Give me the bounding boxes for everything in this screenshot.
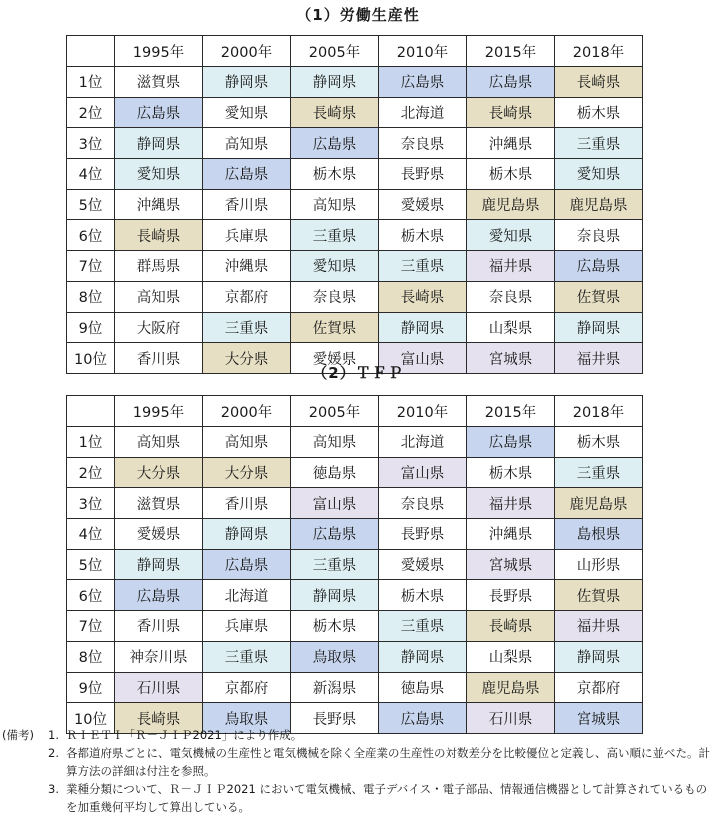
corner-cell [67, 396, 115, 427]
table-row [67, 189, 643, 220]
prefecture-cell: 福井県 [555, 611, 643, 642]
table-row [67, 580, 643, 611]
table-row [67, 519, 643, 550]
prefecture-cell: 富山県 [379, 343, 467, 374]
prefecture-cell: 群馬県 [115, 251, 203, 282]
prefecture-cell: 静岡県 [379, 641, 467, 672]
prefecture-cell: 三重県 [555, 457, 643, 488]
prefecture-cell: 大阪府 [115, 312, 203, 343]
prefecture-cell: 鳥取県 [291, 641, 379, 672]
prefecture-cell: 奈良県 [291, 281, 379, 312]
prefecture-cell: 高知県 [291, 427, 379, 458]
prefecture-cell: 愛知県 [115, 159, 203, 190]
prefecture-cell: 広島県 [115, 97, 203, 128]
prefecture-cell: 長崎県 [115, 703, 203, 734]
prefecture-cell: 神奈川県 [115, 641, 203, 672]
prefecture-cell: 長崎県 [115, 220, 203, 251]
header-row [67, 396, 643, 427]
prefecture-cell: 静岡県 [203, 519, 291, 550]
prefecture-cell: 三重県 [203, 312, 291, 343]
prefecture-cell: 奈良県 [379, 488, 467, 519]
prefecture-cell: 富山県 [379, 457, 467, 488]
table-row [67, 251, 643, 282]
prefecture-cell: 静岡県 [291, 67, 379, 98]
prefecture-cell: 広島県 [203, 159, 291, 190]
rank-label: 6位 [67, 220, 115, 251]
table-row [67, 488, 643, 519]
prefecture-cell: 香川県 [115, 611, 203, 642]
year-header: 2000年 [203, 36, 291, 67]
prefecture-cell: 京都府 [203, 672, 291, 703]
prefecture-cell: 広島県 [379, 67, 467, 98]
rank-label: 2位 [67, 457, 115, 488]
year-header: 2010年 [379, 396, 467, 427]
prefecture-cell: 静岡県 [115, 128, 203, 159]
prefecture-cell: 高知県 [203, 128, 291, 159]
prefecture-cell: 鹿児島県 [467, 672, 555, 703]
prefecture-cell: 香川県 [203, 488, 291, 519]
prefecture-cell: 広島県 [203, 549, 291, 580]
prefecture-cell: 徳島県 [379, 672, 467, 703]
prefecture-cell: 沖縄県 [203, 251, 291, 282]
prefecture-cell: 滋賀県 [115, 488, 203, 519]
prefecture-cell: 兵庫県 [203, 611, 291, 642]
prefecture-cell: 石川県 [115, 672, 203, 703]
table-row [67, 281, 643, 312]
year-header: 1995年 [115, 36, 203, 67]
prefecture-cell: 三重県 [203, 641, 291, 672]
prefecture-cell: 徳島県 [291, 457, 379, 488]
prefecture-cell: 山梨県 [467, 641, 555, 672]
prefecture-cell: 山形県 [555, 549, 643, 580]
prefecture-cell: 愛知県 [203, 97, 291, 128]
prefecture-cell: 長崎県 [555, 67, 643, 98]
table-row [67, 67, 643, 98]
year-header: 2010年 [379, 36, 467, 67]
prefecture-cell: 大分県 [203, 343, 291, 374]
table-row [67, 220, 643, 251]
prefecture-cell: 広島県 [555, 251, 643, 282]
prefecture-cell: 山梨県 [467, 312, 555, 343]
table-row [67, 672, 643, 703]
prefecture-cell: 広島県 [467, 67, 555, 98]
year-header: 2005年 [291, 36, 379, 67]
prefecture-cell: 栃木県 [291, 159, 379, 190]
prefecture-cell: 長崎県 [291, 97, 379, 128]
prefecture-cell: 鳥取県 [203, 703, 291, 734]
year-header: 2018年 [555, 36, 643, 67]
year-header: 2015年 [467, 36, 555, 67]
table-row [67, 159, 643, 190]
prefecture-cell: 静岡県 [115, 549, 203, 580]
prefecture-cell: 長崎県 [467, 97, 555, 128]
prefecture-cell: 佐賀県 [555, 580, 643, 611]
prefecture-cell: 愛媛県 [379, 549, 467, 580]
ranking-table-tfp [66, 395, 643, 734]
note-text: 各都道府県ごとに、電気機械の生産性と電気機械を除く全産業の生産性の対数差分を比較優位と定義し、高い順に並べた。計算方法の詳細は付注を参照。 [66, 746, 710, 778]
table-row [67, 312, 643, 343]
prefecture-cell: 長野県 [467, 580, 555, 611]
prefecture-cell: 高知県 [115, 281, 203, 312]
prefecture-cell: 鹿児島県 [555, 189, 643, 220]
prefecture-cell: 愛知県 [291, 251, 379, 282]
prefecture-cell: 愛媛県 [379, 189, 467, 220]
prefecture-cell: 三重県 [379, 251, 467, 282]
note-1 [0, 726, 716, 744]
prefecture-cell: 北海道 [203, 580, 291, 611]
prefecture-cell: 栃木県 [555, 427, 643, 458]
prefecture-cell: 京都府 [203, 281, 291, 312]
notes-block [0, 726, 716, 816]
year-header: 2005年 [291, 396, 379, 427]
prefecture-cell: 静岡県 [291, 580, 379, 611]
note-2 [0, 744, 716, 780]
prefecture-cell: 高知県 [115, 427, 203, 458]
prefecture-cell: 愛知県 [555, 159, 643, 190]
note-number: 3. [48, 782, 59, 796]
ranking-table-labor [66, 35, 643, 374]
table-row [67, 427, 643, 458]
prefecture-cell: 広島県 [467, 427, 555, 458]
prefecture-cell: 鹿児島県 [555, 488, 643, 519]
rank-label: 4位 [67, 159, 115, 190]
prefecture-cell: 福井県 [467, 251, 555, 282]
prefecture-cell: 三重県 [379, 611, 467, 642]
prefecture-cell: 三重県 [555, 128, 643, 159]
prefecture-cell: 沖縄県 [467, 519, 555, 550]
prefecture-cell: 静岡県 [555, 312, 643, 343]
prefecture-cell: 北海道 [379, 427, 467, 458]
section-title-tfp: （2）ＴＦＰ [312, 364, 404, 382]
prefecture-cell: 大分県 [115, 457, 203, 488]
year-header: 2000年 [203, 396, 291, 427]
table-row [67, 457, 643, 488]
prefecture-cell: 静岡県 [555, 641, 643, 672]
rank-label: 8位 [67, 641, 115, 672]
prefecture-cell: 栃木県 [467, 457, 555, 488]
rank-label: 2位 [67, 97, 115, 128]
prefecture-cell: 奈良県 [555, 220, 643, 251]
prefecture-cell: 愛媛県 [291, 343, 379, 374]
prefecture-cell: 石川県 [467, 703, 555, 734]
prefecture-cell: 長野県 [379, 159, 467, 190]
prefecture-cell: 福井県 [555, 343, 643, 374]
year-header: 2015年 [467, 396, 555, 427]
rank-label: 3位 [67, 128, 115, 159]
table-row [67, 97, 643, 128]
year-header: 2018年 [555, 396, 643, 427]
table-row [67, 128, 643, 159]
prefecture-cell: 奈良県 [379, 128, 467, 159]
rank-label: 6位 [67, 580, 115, 611]
prefecture-cell: 広島県 [379, 703, 467, 734]
rank-label: 1位 [67, 427, 115, 458]
rank-label: 3位 [67, 488, 115, 519]
prefecture-cell: 福井県 [467, 488, 555, 519]
prefecture-cell: 宮城県 [555, 703, 643, 734]
prefecture-cell: 栃木県 [467, 159, 555, 190]
rank-label: 10位 [67, 703, 115, 734]
prefecture-cell: 富山県 [291, 488, 379, 519]
prefecture-cell: 栃木県 [291, 611, 379, 642]
prefecture-cell: 新潟県 [291, 672, 379, 703]
prefecture-cell: 愛媛県 [115, 519, 203, 550]
prefecture-cell: 広島県 [291, 519, 379, 550]
table-row [67, 641, 643, 672]
rank-label: 9位 [67, 672, 115, 703]
prefecture-cell: 栃木県 [379, 580, 467, 611]
note-text: 業種分類について、Ｒ－ＪＩＰ2021 において電気機械、電子デバイス・電子部品、情報通信機器として計算されているものを加重幾何平均して算出している。 [66, 782, 708, 814]
prefecture-cell: 広島県 [115, 580, 203, 611]
rank-label: 1位 [67, 67, 115, 98]
prefecture-cell: 島根県 [555, 519, 643, 550]
prefecture-cell: 香川県 [115, 343, 203, 374]
prefecture-cell: 宮城県 [467, 549, 555, 580]
prefecture-cell: 静岡県 [379, 312, 467, 343]
prefecture-cell: 栃木県 [555, 97, 643, 128]
prefecture-cell: 高知県 [291, 189, 379, 220]
prefecture-cell: 長崎県 [467, 611, 555, 642]
rank-label: 5位 [67, 549, 115, 580]
notes-label: (備考) [2, 728, 34, 742]
prefecture-cell: 長野県 [379, 519, 467, 550]
prefecture-cell: 奈良県 [467, 281, 555, 312]
rank-label: 7位 [67, 251, 115, 282]
rank-label: 8位 [67, 281, 115, 312]
prefecture-cell: 三重県 [291, 220, 379, 251]
prefecture-cell: 鹿児島県 [467, 189, 555, 220]
section-title-labor: （1）労働生産性 [296, 6, 420, 24]
note-number: 1. [48, 728, 59, 742]
rank-label: 10位 [67, 343, 115, 374]
prefecture-cell: 三重県 [291, 549, 379, 580]
prefecture-cell: 広島県 [291, 128, 379, 159]
note-number: 2. [48, 746, 59, 760]
table-row [67, 549, 643, 580]
prefecture-cell: 栃木県 [379, 220, 467, 251]
corner-cell [67, 36, 115, 67]
prefecture-cell: 沖縄県 [115, 189, 203, 220]
prefecture-cell: 北海道 [379, 97, 467, 128]
prefecture-cell: 長野県 [291, 703, 379, 734]
prefecture-cell: 高知県 [203, 427, 291, 458]
year-header: 1995年 [115, 396, 203, 427]
note-3 [0, 780, 716, 816]
prefecture-cell: 佐賀県 [291, 312, 379, 343]
rank-label: 7位 [67, 611, 115, 642]
prefecture-cell: 兵庫県 [203, 220, 291, 251]
table-row [67, 611, 643, 642]
prefecture-cell: 沖縄県 [467, 128, 555, 159]
prefecture-cell: 愛知県 [467, 220, 555, 251]
prefecture-cell: 滋賀県 [115, 67, 203, 98]
header-row [67, 36, 643, 67]
prefecture-cell: 大分県 [203, 457, 291, 488]
prefecture-cell: 京都府 [555, 672, 643, 703]
prefecture-cell: 静岡県 [203, 67, 291, 98]
rank-label: 5位 [67, 189, 115, 220]
prefecture-cell: 長崎県 [379, 281, 467, 312]
prefecture-cell: 佐賀県 [555, 281, 643, 312]
prefecture-cell: 香川県 [203, 189, 291, 220]
rank-label: 9位 [67, 312, 115, 343]
rank-label: 4位 [67, 519, 115, 550]
note-text: ＲＩＥＴＩ「Ｒ－ＪＩＰ2021」により作成。 [66, 728, 303, 742]
prefecture-cell: 宮城県 [467, 343, 555, 374]
